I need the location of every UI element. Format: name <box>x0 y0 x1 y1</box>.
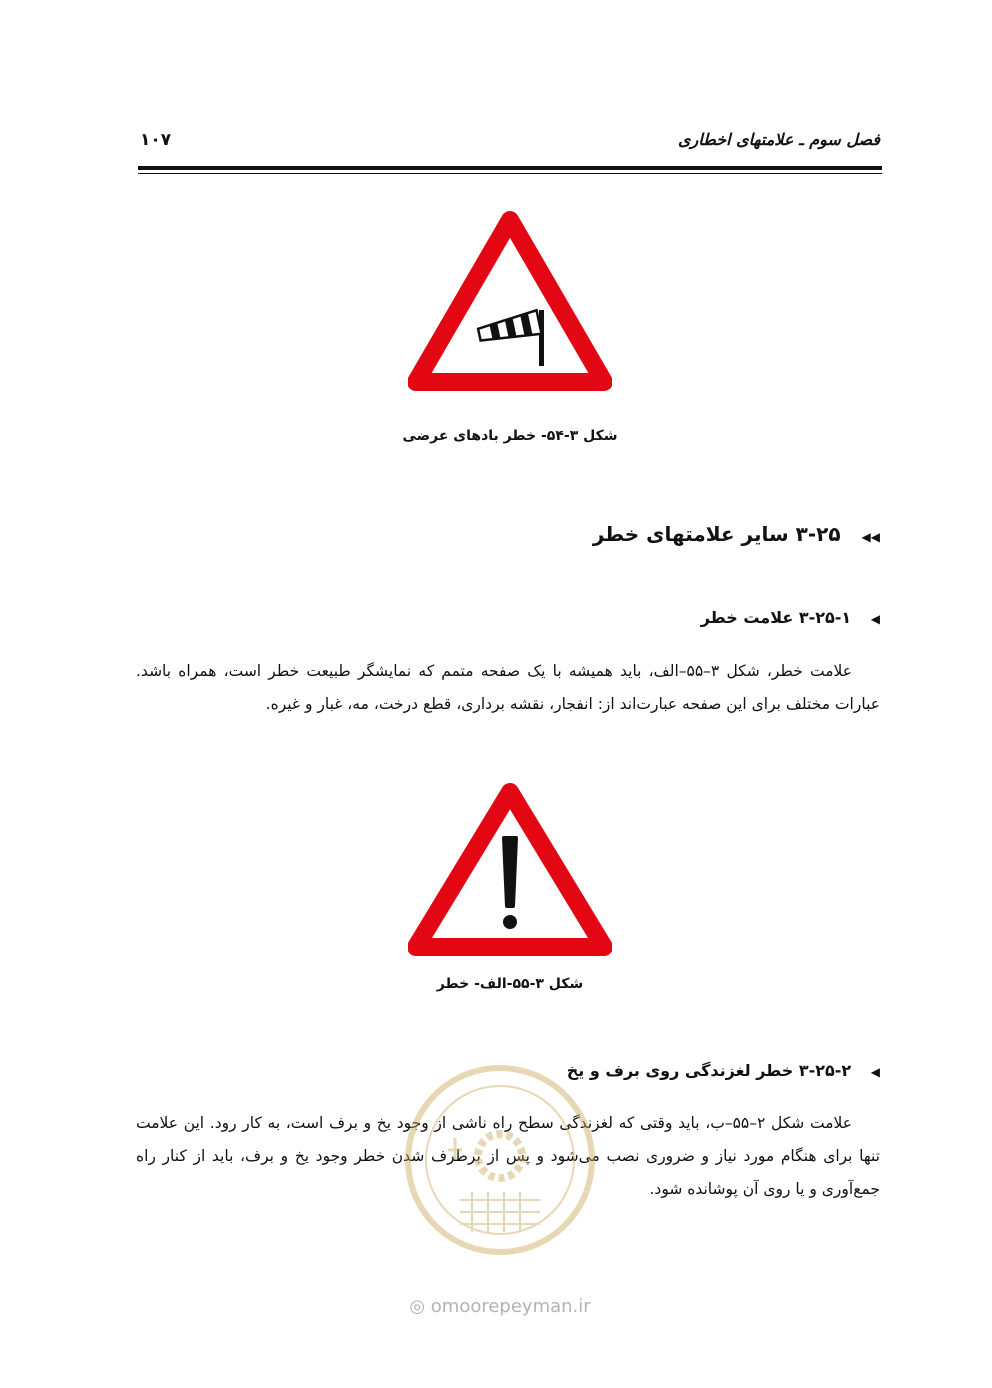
globe-icon: ◎ <box>409 1296 426 1317</box>
body-paragraph: علامت خطر، شکل ۳–۵۵–الف، باید همیشه با یک صفحه متمم که نمایشگر طبیعت خطر است، همراه باشد. عبارات مختلف برای این صفحه عبارت‌اند از: انفجار، نقشه برداری، قطع درخت، مه، غبار و غیره. <box>136 662 880 713</box>
subsection-heading <box>701 608 880 627</box>
crosswind-sign-icon <box>408 210 612 394</box>
danger-sign-icon <box>408 782 612 958</box>
watermark-url <box>380 1296 620 1317</box>
header-rule-thin <box>138 173 882 174</box>
body-paragraph: علامت شکل ۲–۵۵–ب، باید وقتی که لغزندگی سطح راه ناشی از وجود یخ و برف است، به کار رود. این علامت تنها برای هنگام مورد نیاز و ضروری نصب می‌شود و پس از برطرف شدن خطر وجود یخ و برف، باید از کنار راه جمع‌آوری و یا روی آن پوشانده شود. <box>136 1114 880 1198</box>
subsection-heading-text: ۳-۲۵-۱ علامت خطر <box>700 608 852 627</box>
watermark-url-text: omoorepeyman.ir <box>430 1296 591 1317</box>
header-rule <box>138 166 882 170</box>
double-arrow-bullet-icon: ◀◀ <box>861 530 880 544</box>
figure-caption: شکل ۳-۵۵-الف- خطر <box>436 976 584 992</box>
chapter-title: فصل سوم ـ علامتهای اخطاری <box>677 130 880 149</box>
watermark-emblem-icon <box>400 1060 600 1260</box>
page-number: ۱۰۷ <box>140 130 172 150</box>
subsection-heading-text: ۳-۲۵-۲ خطر لغزندگی روی برف و یخ <box>566 1061 852 1080</box>
subsection-heading <box>567 1061 880 1080</box>
figure-caption: شکل ۳-۵۴- خطر بادهای عرضی <box>402 428 618 444</box>
section-heading-text: ۳-۲۵ سایر علامتهای خطر <box>592 522 841 546</box>
section-heading <box>593 522 880 546</box>
arrow-bullet-icon: ◀ <box>870 1065 880 1079</box>
arrow-bullet-icon: ◀ <box>870 612 880 626</box>
